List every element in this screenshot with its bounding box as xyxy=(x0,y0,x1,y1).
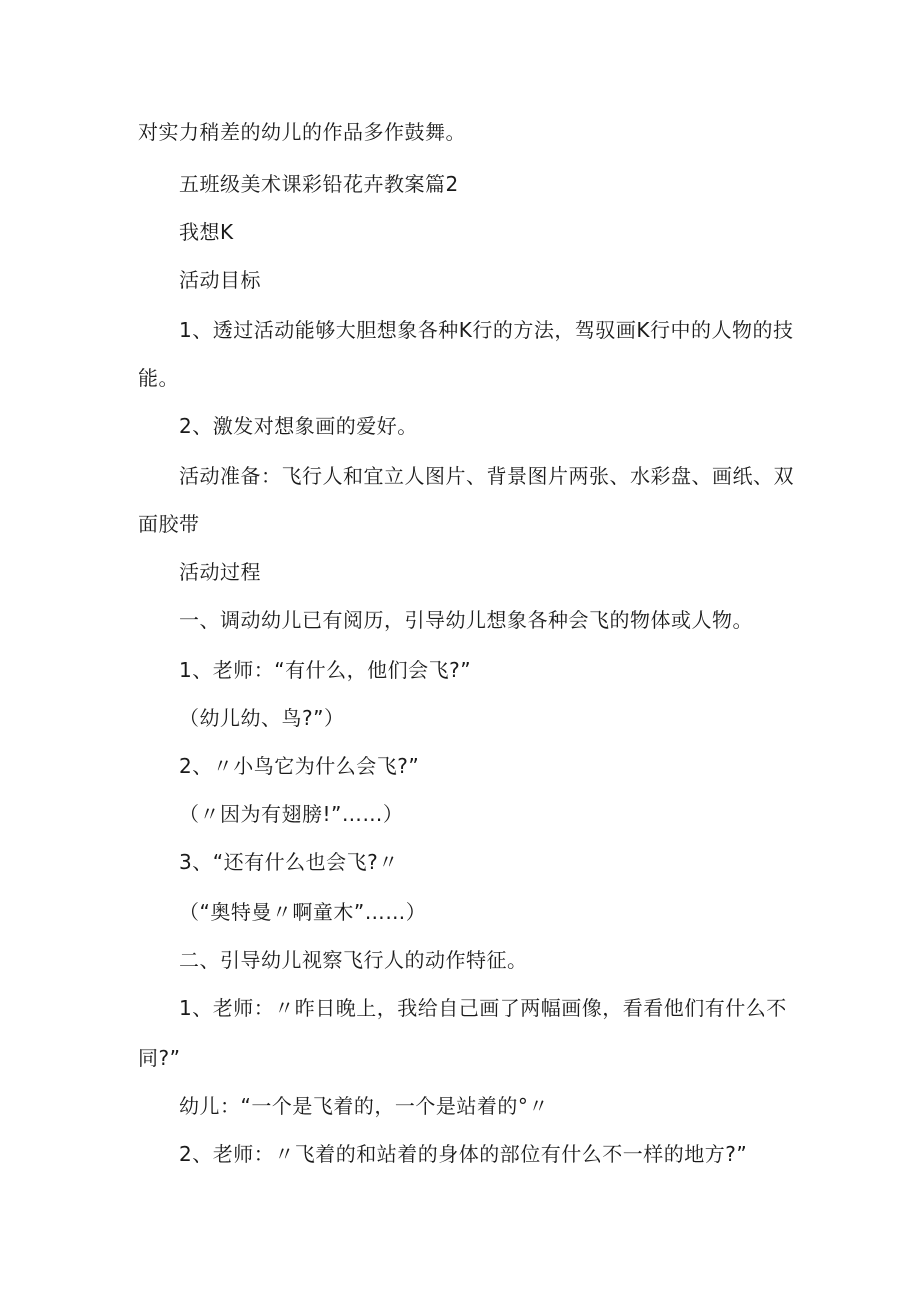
objective-item: 1、透过活动能够大胆想象各种K行的方法，驾驭画K行中的人物的技 xyxy=(179,318,794,342)
section-heading: 五班级美术课彩铅花卉教案篇2 xyxy=(179,172,459,196)
step-heading: 二、引导幼儿视察飞行人的动作特征。 xyxy=(179,948,528,972)
subheading-objectives: 活动目标 xyxy=(179,268,261,292)
preparation-line: 活动准备：飞行人和宜立人图片、背景图片两张、水彩盘、画纸、双 xyxy=(179,464,794,488)
objective-item: 2、激发对想象画的爱好。 xyxy=(179,414,418,438)
dialogue-line: 1、老师：“有什么，他们会飞?” xyxy=(179,658,472,682)
dialogue-line: 3、“还有什么也会飞?〃 xyxy=(179,850,399,874)
subheading-process: 活动过程 xyxy=(179,560,261,584)
dialogue-response: （幼儿幼、鸟?”） xyxy=(179,706,345,730)
dialogue-line: 2、〃小鸟它为什么会飞?” xyxy=(179,754,420,778)
paragraph-continuation: 面胶带 xyxy=(138,512,200,536)
dialogue-response: （“奥特曼〃啊童木”……） xyxy=(179,900,427,924)
dialogue-line: 2、老师：〃飞着的和站着的身体的部位有什么不一样的地方?” xyxy=(179,1142,748,1166)
dialogue-line: 1、老师：〃昨日晚上，我给自己画了两幅画像，看看他们有什么不 xyxy=(179,996,787,1020)
dialogue-response: 幼儿：“一个是飞着的，一个是站着的°〃 xyxy=(179,1094,549,1118)
dialogue-response: （〃因为有翅膀!”……） xyxy=(179,802,404,826)
paragraph-line: 对实力稍差的幼儿的作品多作鼓舞。 xyxy=(138,120,466,144)
paragraph-continuation: 同?” xyxy=(138,1046,181,1070)
step-heading: 一、调动幼儿已有阅历，引导幼儿想象各种会飞的物体或人物。 xyxy=(179,608,753,632)
paragraph-continuation: 能。 xyxy=(138,366,179,390)
lesson-title: 我想K xyxy=(179,220,234,244)
